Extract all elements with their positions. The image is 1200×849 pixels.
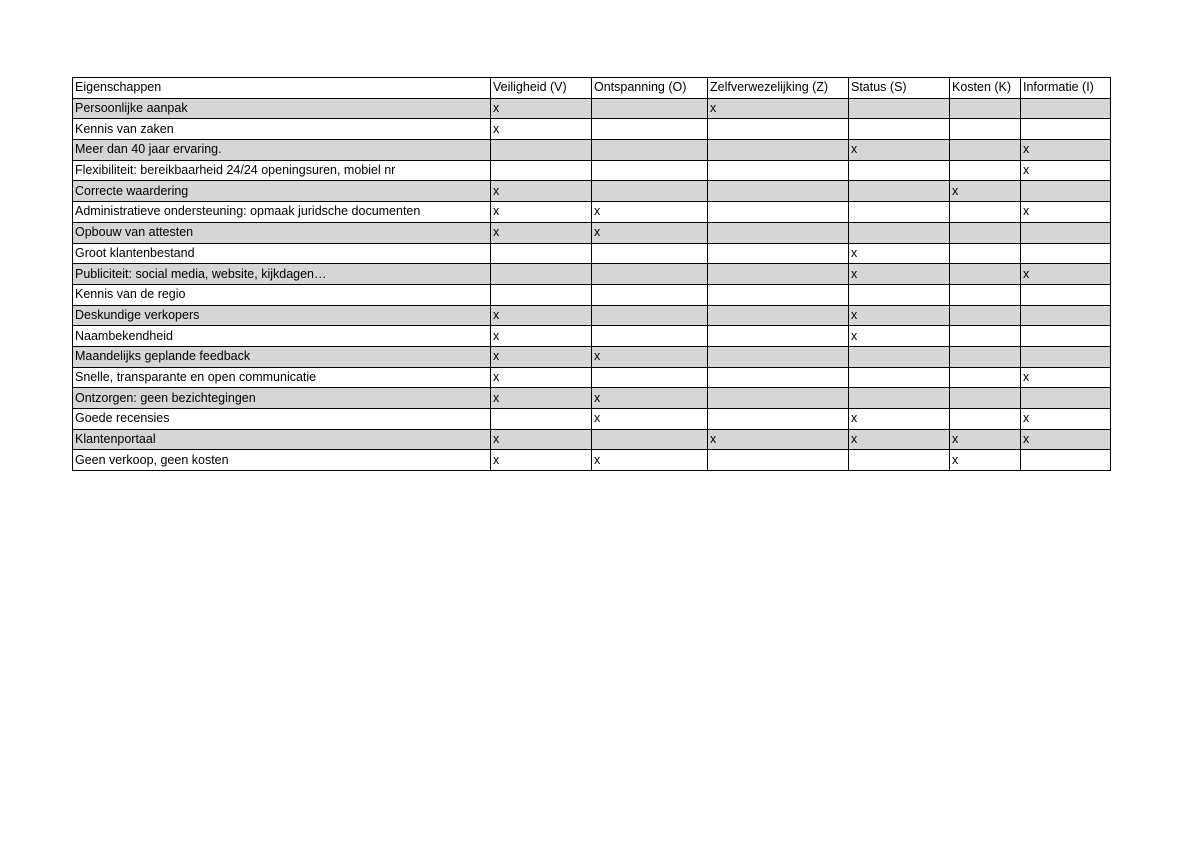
property-cell: Opbouw van attesten: [73, 222, 491, 243]
table-row: [73, 222, 1111, 243]
property-cell: Snelle, transparante en open communicatie: [73, 367, 491, 388]
property-cell: Klantenportaal: [73, 429, 491, 450]
zelfverwezelijking-cell: [708, 160, 849, 181]
zelfverwezelijking-cell: [708, 305, 849, 326]
zelfverwezelijking-cell: [708, 409, 849, 430]
ontspanning-cell: [592, 98, 708, 119]
zelfverwezelijking-cell: [708, 119, 849, 140]
informatie-cell: x: [1021, 264, 1111, 285]
ontspanning-cell: x: [592, 346, 708, 367]
veiligheid-cell: x: [491, 326, 592, 347]
informatie-cell: x: [1021, 367, 1111, 388]
kosten-cell: x: [950, 429, 1021, 450]
informatie-cell: [1021, 222, 1111, 243]
kosten-cell: [950, 140, 1021, 161]
veiligheid-cell: x: [491, 305, 592, 326]
veiligheid-cell: x: [491, 202, 592, 223]
veiligheid-cell: x: [491, 181, 592, 202]
status-cell: [849, 388, 950, 409]
ontspanning-cell: [592, 140, 708, 161]
column-header-informatie: Informatie (I): [1021, 78, 1111, 99]
zelfverwezelijking-cell: [708, 181, 849, 202]
veiligheid-cell: x: [491, 388, 592, 409]
table-row: [73, 367, 1111, 388]
status-cell: [849, 284, 950, 305]
zelfverwezelijking-cell: [708, 284, 849, 305]
kosten-cell: x: [950, 450, 1021, 471]
kosten-cell: [950, 202, 1021, 223]
status-cell: [849, 98, 950, 119]
table-body: [73, 98, 1111, 470]
table-row: [73, 160, 1111, 181]
kosten-cell: [950, 160, 1021, 181]
informatie-cell: [1021, 388, 1111, 409]
kosten-cell: [950, 119, 1021, 140]
zelfverwezelijking-cell: [708, 367, 849, 388]
property-cell: Administratieve ondersteuning: opmaak juridsche documenten: [73, 202, 491, 223]
informatie-cell: x: [1021, 409, 1111, 430]
table-row: [73, 450, 1111, 471]
veiligheid-cell: [491, 160, 592, 181]
status-cell: [849, 367, 950, 388]
table-row: [73, 119, 1111, 140]
status-cell: x: [849, 140, 950, 161]
informatie-cell: [1021, 346, 1111, 367]
ontspanning-cell: [592, 160, 708, 181]
kosten-cell: [950, 243, 1021, 264]
kosten-cell: x: [950, 181, 1021, 202]
ontspanning-cell: x: [592, 450, 708, 471]
status-cell: [849, 119, 950, 140]
property-cell: Flexibiliteit: bereikbaarheid 24/24 openingsuren, mobiel nr: [73, 160, 491, 181]
property-cell: Publiciteit: social media, website, kijkdagen…: [73, 264, 491, 285]
zelfverwezelijking-cell: [708, 264, 849, 285]
ontspanning-cell: x: [592, 202, 708, 223]
veiligheid-cell: [491, 243, 592, 264]
informatie-cell: x: [1021, 202, 1111, 223]
table-row: [73, 346, 1111, 367]
table-row: [73, 243, 1111, 264]
zelfverwezelijking-cell: [708, 202, 849, 223]
status-cell: [849, 160, 950, 181]
table-row: [73, 264, 1111, 285]
table-row: [73, 326, 1111, 347]
header-row: [73, 78, 1111, 99]
veiligheid-cell: x: [491, 367, 592, 388]
veiligheid-cell: x: [491, 119, 592, 140]
table-row: [73, 284, 1111, 305]
properties-matrix-table: [72, 77, 1111, 471]
zelfverwezelijking-cell: x: [708, 98, 849, 119]
veiligheid-cell: [491, 284, 592, 305]
zelfverwezelijking-cell: [708, 326, 849, 347]
informatie-cell: [1021, 326, 1111, 347]
veiligheid-cell: x: [491, 98, 592, 119]
zelfverwezelijking-cell: x: [708, 429, 849, 450]
property-cell: Kennis van zaken: [73, 119, 491, 140]
property-cell: Groot klantenbestand: [73, 243, 491, 264]
zelfverwezelijking-cell: [708, 222, 849, 243]
table-row: [73, 409, 1111, 430]
table-row: [73, 181, 1111, 202]
informatie-cell: x: [1021, 160, 1111, 181]
zelfverwezelijking-cell: [708, 450, 849, 471]
zelfverwezelijking-cell: [708, 346, 849, 367]
property-cell: Ontzorgen: geen bezichtegingen: [73, 388, 491, 409]
table-row: [73, 305, 1111, 326]
informatie-cell: [1021, 305, 1111, 326]
status-cell: [849, 222, 950, 243]
veiligheid-cell: [491, 140, 592, 161]
status-cell: x: [849, 326, 950, 347]
ontspanning-cell: [592, 305, 708, 326]
column-header-ontspanning: Ontspanning (O): [592, 78, 708, 99]
property-cell: Goede recensies: [73, 409, 491, 430]
veiligheid-cell: x: [491, 450, 592, 471]
status-cell: x: [849, 264, 950, 285]
ontspanning-cell: [592, 284, 708, 305]
informatie-cell: [1021, 119, 1111, 140]
status-cell: [849, 450, 950, 471]
status-cell: x: [849, 305, 950, 326]
veiligheid-cell: x: [491, 429, 592, 450]
table-row: [73, 202, 1111, 223]
status-cell: [849, 346, 950, 367]
zelfverwezelijking-cell: [708, 140, 849, 161]
kosten-cell: [950, 284, 1021, 305]
ontspanning-cell: [592, 181, 708, 202]
status-cell: x: [849, 409, 950, 430]
ontspanning-cell: [592, 367, 708, 388]
informatie-cell: [1021, 98, 1111, 119]
kosten-cell: [950, 326, 1021, 347]
property-cell: Correcte waardering: [73, 181, 491, 202]
column-header-eigenschappen: Eigenschappen: [73, 78, 491, 99]
informatie-cell: [1021, 284, 1111, 305]
column-header-zelfverwezelijking: Zelfverwezelijking (Z): [708, 78, 849, 99]
ontspanning-cell: x: [592, 222, 708, 243]
table-row: [73, 388, 1111, 409]
property-cell: Geen verkoop, geen kosten: [73, 450, 491, 471]
property-cell: Maandelijks geplande feedback: [73, 346, 491, 367]
veiligheid-cell: x: [491, 346, 592, 367]
column-header-kosten: Kosten (K): [950, 78, 1021, 99]
veiligheid-cell: x: [491, 222, 592, 243]
table-row: [73, 140, 1111, 161]
ontspanning-cell: [592, 264, 708, 285]
kosten-cell: [950, 98, 1021, 119]
property-cell: Meer dan 40 jaar ervaring.: [73, 140, 491, 161]
veiligheid-cell: [491, 409, 592, 430]
ontspanning-cell: [592, 326, 708, 347]
zelfverwezelijking-cell: [708, 243, 849, 264]
table-row: [73, 98, 1111, 119]
zelfverwezelijking-cell: [708, 388, 849, 409]
kosten-cell: [950, 305, 1021, 326]
status-cell: x: [849, 429, 950, 450]
column-header-veiligheid: Veiligheid (V): [491, 78, 592, 99]
status-cell: [849, 181, 950, 202]
ontspanning-cell: x: [592, 409, 708, 430]
column-header-status: Status (S): [849, 78, 950, 99]
ontspanning-cell: [592, 119, 708, 140]
informatie-cell: x: [1021, 429, 1111, 450]
table-row: [73, 429, 1111, 450]
kosten-cell: [950, 409, 1021, 430]
status-cell: [849, 202, 950, 223]
kosten-cell: [950, 346, 1021, 367]
kosten-cell: [950, 222, 1021, 243]
informatie-cell: [1021, 450, 1111, 471]
informatie-cell: [1021, 181, 1111, 202]
status-cell: x: [849, 243, 950, 264]
ontspanning-cell: [592, 243, 708, 264]
property-cell: Deskundige verkopers: [73, 305, 491, 326]
kosten-cell: [950, 264, 1021, 285]
kosten-cell: [950, 367, 1021, 388]
property-cell: Kennis van de regio: [73, 284, 491, 305]
property-cell: Naambekendheid: [73, 326, 491, 347]
ontspanning-cell: [592, 429, 708, 450]
ontspanning-cell: x: [592, 388, 708, 409]
property-cell: Persoonlijke aanpak: [73, 98, 491, 119]
informatie-cell: [1021, 243, 1111, 264]
veiligheid-cell: [491, 264, 592, 285]
kosten-cell: [950, 388, 1021, 409]
informatie-cell: x: [1021, 140, 1111, 161]
